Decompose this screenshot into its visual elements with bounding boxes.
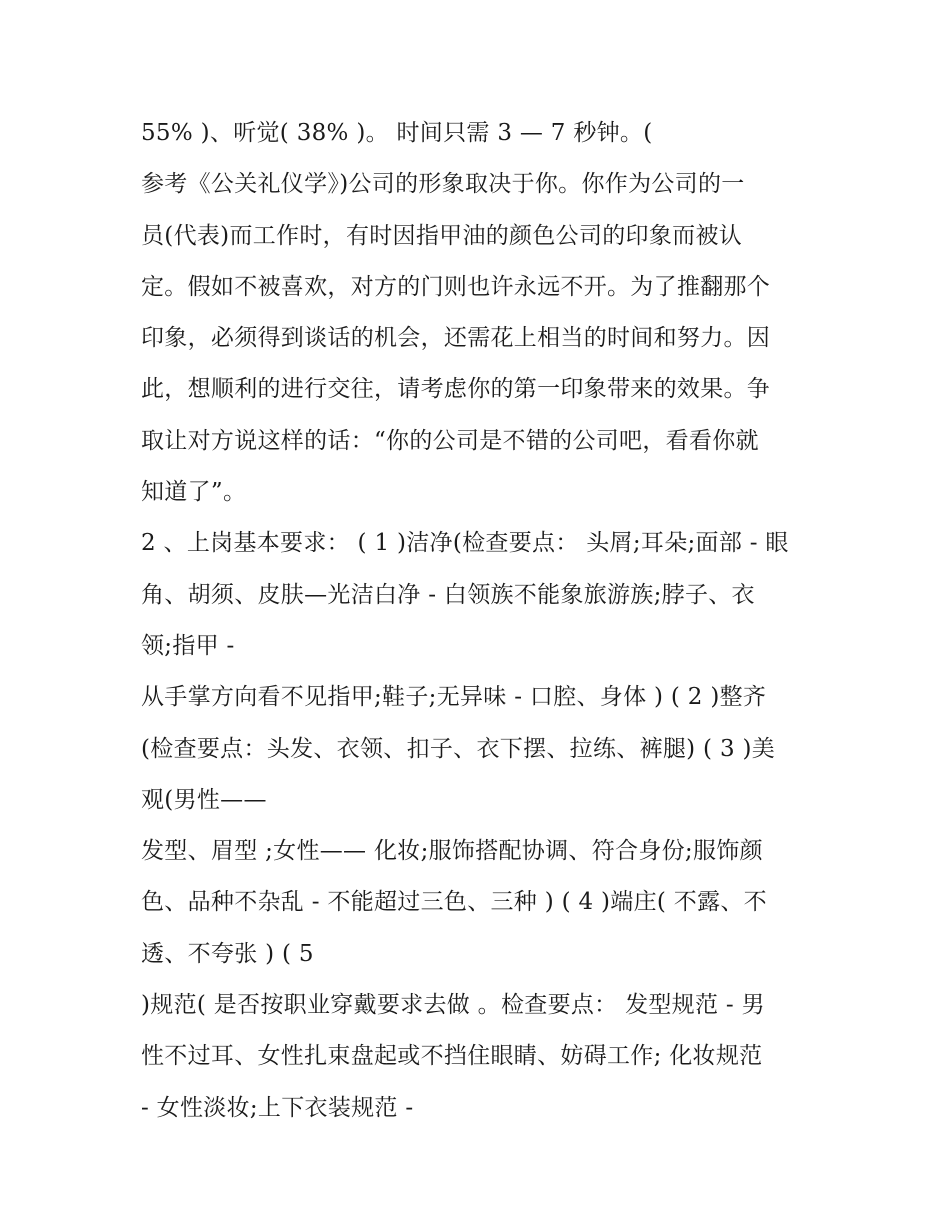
- text-line: 取让对方说这样的话：“你的公司是不错的公司吧，看看你就: [141, 427, 759, 454]
- text-line: 透、不夸张 ) ( 5: [141, 940, 314, 967]
- text-line: 领;指甲 -: [141, 632, 235, 659]
- text-line: 参考《公关礼仪学》)公司的形象取决于你。你作为公司的一: [141, 171, 745, 198]
- text-line: 员(代表)而工作时，有时因指甲油的颜色公司的印象而被认: [141, 222, 743, 249]
- text-line: 角、胡须、皮肤—光洁白净 - 白领族不能象旅游族;脖子、衣: [141, 581, 755, 608]
- text-line: - 女性淡妆;上下衣装规范 -: [141, 1094, 414, 1121]
- text-line: (检查要点：头发、衣领、扣子、衣下摆、拉练、裤腿) ( 3 )美: [141, 735, 776, 762]
- text-line: 印象，必须得到谈话的机会，还需花上相当的时间和努力。因: [141, 325, 771, 352]
- text-line: 观(男性——: [141, 786, 267, 813]
- text-line: 知道了”。: [141, 479, 247, 506]
- document-body: [141, 108, 821, 1134]
- text-line: 色、品种不杂乱 - 不能超过三色、三种 ) ( 4 )端庄( 不露、不: [141, 889, 767, 916]
- text-line: 性不过耳、女性扎束盘起或不挡住眼睛、妨碍工作; 化妆规范: [141, 1043, 763, 1070]
- text-line: )规范( 是否按职业穿戴要求去做 。检查要点： 发型规范 - 男: [141, 992, 765, 1019]
- text-line: 发型、眉型 ;女性—— 化妆;服饰搭配协调、符合身份;服饰颜: [141, 838, 763, 865]
- text-line: 55% )、听觉( 38% )。 时间只需 3 — 7 秒钟。(: [141, 120, 653, 146]
- text-line: 此，想顺利的进行交往，请考虑你的第一印象带来的效果。争: [141, 376, 771, 403]
- text-line: 2 、上岗基本要求： ( 1 )洁净(检查要点： 头屑;耳朵;面部 - 眼: [141, 530, 789, 557]
- text-line: 从手掌方向看不见指甲;鞋子;无异味 - 口腔、身体 ) ( 2 )整齐: [141, 684, 767, 711]
- text-line: 定。假如不被喜欢，对方的门则也许永远不开。为了推翻那个: [141, 273, 771, 300]
